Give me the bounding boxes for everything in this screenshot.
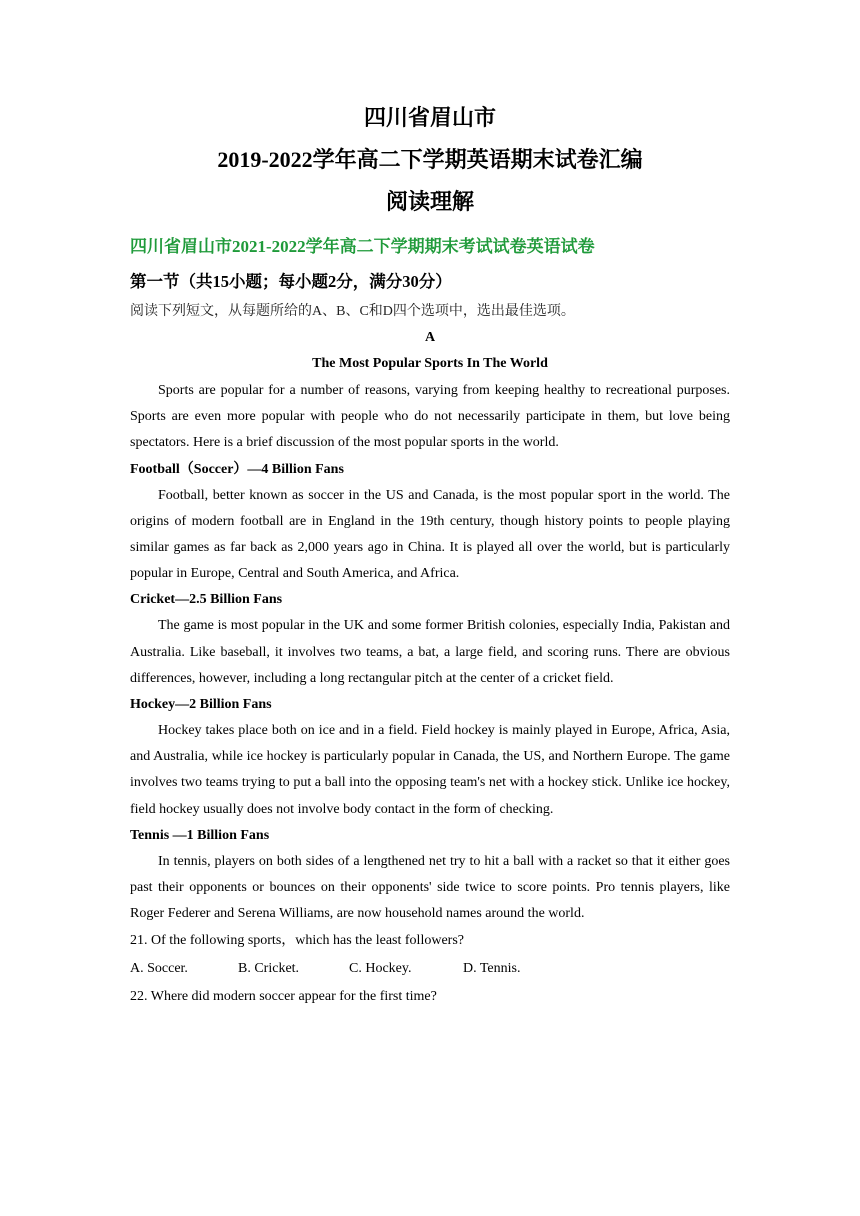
section-heading-football: Football（Soccer）—4 Billion Fans — [130, 461, 344, 477]
question-21-stem: 21. Of the following sports，which has the least followers? — [130, 933, 464, 949]
option-a: A. Soccer. — [130, 961, 188, 977]
question-21-options — [130, 955, 730, 983]
passage-intro: Sports are popular for a number of reasons, varying from keeping healthy to recreational purposes. Sports are even more popular with people who do not necessarily participate in them, but love being spectators. Here is a brief discussion of the most popular sports in the world. — [130, 383, 730, 451]
region-title: 四川省眉山市 — [363, 105, 496, 130]
section-heading-cricket: Cricket—2.5 Billion Fans — [130, 592, 283, 608]
instructions: 阅读下列短文，从每题所给的A、B、C和D四个选项中，选出最佳选项。 — [130, 304, 575, 319]
section-heading-tennis: Tennis —1 Billion Fans — [130, 827, 270, 843]
question-22-stem: 22. Where did modern soccer appear for the first time? — [130, 989, 437, 1005]
section-text-hockey: Hockey takes place both on ice and in a field. Field hockey is mainly played in Europe, Africa, Asia, and Australia, while ice hockey is particularly popular in Canada, the US, and Northern Europe. The game involves two teams trying to put a ball into the opposing team's net with a hockey stick. Unlike ice hockey, field hockey usually does not involve body contact in the form of checking. — [130, 723, 730, 817]
topic-title: 阅读理解 — [385, 189, 474, 214]
option-d: D. Tennis. — [463, 961, 521, 977]
section-heading-hockey: Hockey—2 Billion Fans — [130, 697, 272, 713]
section-text-tennis: In tennis, players on both sides of a lengthened net try to hit a ball with a racket so that it either goes past their opponents or bounces on their opponents' side twice to score points. Pro tennis players, like Roger Federer and Serena Williams, are now household names around the world. — [130, 853, 730, 922]
section-text-cricket: The game is most popular in the UK and some former British colonies, especially India, Pakistan and Australia. Like baseball, it involves two teams, a bat, a large field, and scoring runs. There are obvious differences, however, including a long rectangular pitch at the center of a cricket field. — [130, 618, 730, 686]
section-heading: 第一节（共15小题；每小题2分，满分30分） — [130, 272, 452, 291]
section-text-football: Football, better known as soccer in the US and Canada, is the most popular sport in the world. The origins of modern football are in England in the 19th century, though history points to people playing similar games as far back as 2,000 years ago in China. It is played all over the world, but is particularly popular in Europe, Central and South America, and Africa. — [130, 487, 730, 582]
passage-title: The Most Popular Sports In The World — [312, 356, 548, 371]
option-b: B. Cricket. — [238, 961, 300, 977]
compilation-title: 2019-2022学年高二下学期英语期末试卷汇编 — [217, 147, 643, 172]
passage-body — [130, 378, 730, 1011]
option-c: C. Hockey. — [349, 961, 412, 977]
exam-source-heading: 四川省眉山市2021-2022学年高二下学期期末考试试卷英语试卷 — [130, 237, 595, 256]
passage-letter: A — [424, 330, 436, 345]
